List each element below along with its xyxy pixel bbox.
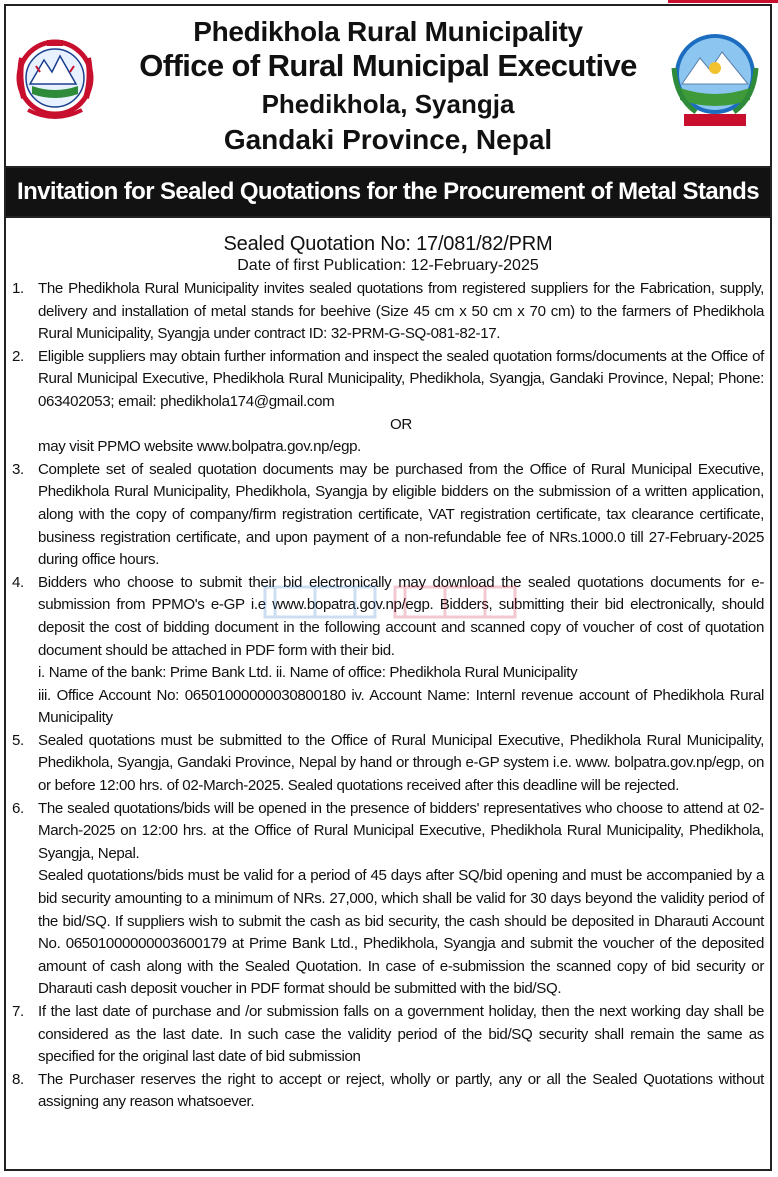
province-line: Gandaki Province, Nepal	[223, 124, 553, 155]
item-number: 7.	[12, 1003, 24, 1020]
nepal-emblem-icon	[14, 28, 96, 128]
notice-body	[6, 276, 770, 1114]
office-name: Office of Rural Municipal Executive	[139, 48, 637, 83]
notice-page	[4, 4, 772, 1171]
list-item	[12, 459, 764, 572]
top-accent-bar	[668, 0, 778, 3]
list-item	[12, 1069, 764, 1114]
municipality-logo-icon	[666, 28, 764, 132]
list-item	[12, 572, 764, 730]
item-number: 1.	[12, 280, 24, 297]
item-text: Bidders who choose to submit their bid electronically may download the sealed quotations documents for e-submission from PPMO's e-GP i.e www.bopatra.gov.np/egp. Bidders, submitting their bid electronically, should deposit the cost of bidding document in the following account and scanned copy of voucher of cost of quotation document should be attached in PDF form with their bid.	[38, 573, 764, 659]
letterhead	[6, 6, 770, 168]
item-number: 4.	[12, 573, 24, 591]
item-text: Sealed quotations must be submitted to the Office of Rural Municipal Executive, Phedikhola Rural Municipality, Phedikhola, Syangja, Gandaki Province, Nepal by hand or through e-GP system i.e. www. bolpatra.gov.np/egp, on or before 12:00 hrs. of 02-March-2025. Sealed quotations received after this deadline will be rejected.	[38, 731, 764, 795]
item-number: 3.	[12, 460, 24, 478]
or-separator: OR	[390, 415, 412, 433]
municipality-name: Phedikhola Rural Municipality	[193, 16, 583, 47]
list-item	[12, 1001, 764, 1069]
location-line: Phedikhola, Syangja	[261, 89, 515, 119]
account-details: iii. Office Account No: 06501000000030800180 iv. Account Name: Internl revenue account of Phedikhola Rural Municipality	[38, 686, 764, 727]
list-item	[12, 278, 764, 346]
item-text: Complete set of sealed quotation documents may be purchased from the Office of Rural Municipal Executive, Phedikhola Rural Municipality, Phedikhola, Syangja by eligible bidders on the submission of a written application, along with the copy of company/firm registration certificate, VAT registration certificate, tax clearance certificate, business registration certificate, and upon payment of a non-refundable fee of NRs.1000.0 till 27-February-2025 during office hours.	[38, 460, 764, 569]
item-text: Eligible suppliers may obtain further information and inspect the sealed quotation forms/documents at the Office of Rural Municipal Executive, Phedikhola Rural Municipality, Phedikhola, Syangja, Gandaki Province, Nepal; Phone: 063402053; email: phedikhola174@gmail.com	[38, 347, 764, 410]
item-number: 2.	[12, 347, 24, 365]
item-text: The Purchaser reserves the right to accept or reject, wholly or partly, any or all the Sealed Quotations without assigning any reason whatsoever.	[38, 1070, 764, 1111]
title-banner: Invitation for Sealed Quotations for the Procurement of Metal Stands	[6, 168, 770, 218]
item-number: 5.	[12, 731, 24, 749]
item-number: 6.	[12, 799, 24, 817]
item-text: The sealed quotations/bids will be opened in the presence of bidders' representatives who choose to attend at 02-March-2025 on 12:00 hrs. at the Office of Rural Municipal Executive, Phedikhola Rural Municipality, Phedikhola, Syangja, Nepal.	[38, 799, 764, 862]
item-number: 8.	[12, 1070, 24, 1088]
item-text: The Phedikhola Rural Municipality invites sealed quotations from registered suppliers for the Fabrication, supply, delivery and installation of metal stands for beehive (Size 45 cm x 50 cm x 70 cm) to the farmers of Phedikhola Rural Municipality, Syangja under contract ID: 32-PRM-G-SQ-081-82-17.	[38, 280, 764, 343]
list-item	[12, 346, 764, 459]
list-item	[12, 798, 764, 1001]
quotation-number: Sealed Quotation No: 17/081/82/PRM	[223, 233, 553, 255]
item-text: If the last date of purchase and /or submission falls on a government holiday, then the next working day shall be considered as the last date. In such case the validity period of the bid/SQ security shall remain the same as specified for the original last date of bid submission	[38, 1003, 764, 1066]
bank-details: i. Name of the bank: Prime Bank Ltd. ii. Name of office: Phedikhola Rural Municipality	[38, 664, 578, 682]
item-text-continued: may visit PPMO website www.bolpatra.gov.np/egp.	[38, 438, 362, 456]
list-item	[12, 730, 764, 798]
publication-date: Date of first Publication: 12-February-2025	[237, 257, 539, 274]
item-text-continued: Sealed quotations/bids must be valid for a period of 45 days after SQ/bid opening and must be accompanied by a bid security amounting to a minimum of NRs. 27,000, which shall be valid for 30 days beyond the validity period of the bid/SQ. If suppliers wish to submit the cash as bid security, the cash should be deposited in Dharauti Account No. 06501000000003600179 at Prime Bank Ltd., Phedikhola, Syangja and submit the voucher of the deposited amount of cash along with the Sealed Quotation. In case of e-submission the scanned copy of bid security or Dharauti cash deposit voucher in PDF format should be submitted with the bid/SQ.	[38, 867, 764, 998]
